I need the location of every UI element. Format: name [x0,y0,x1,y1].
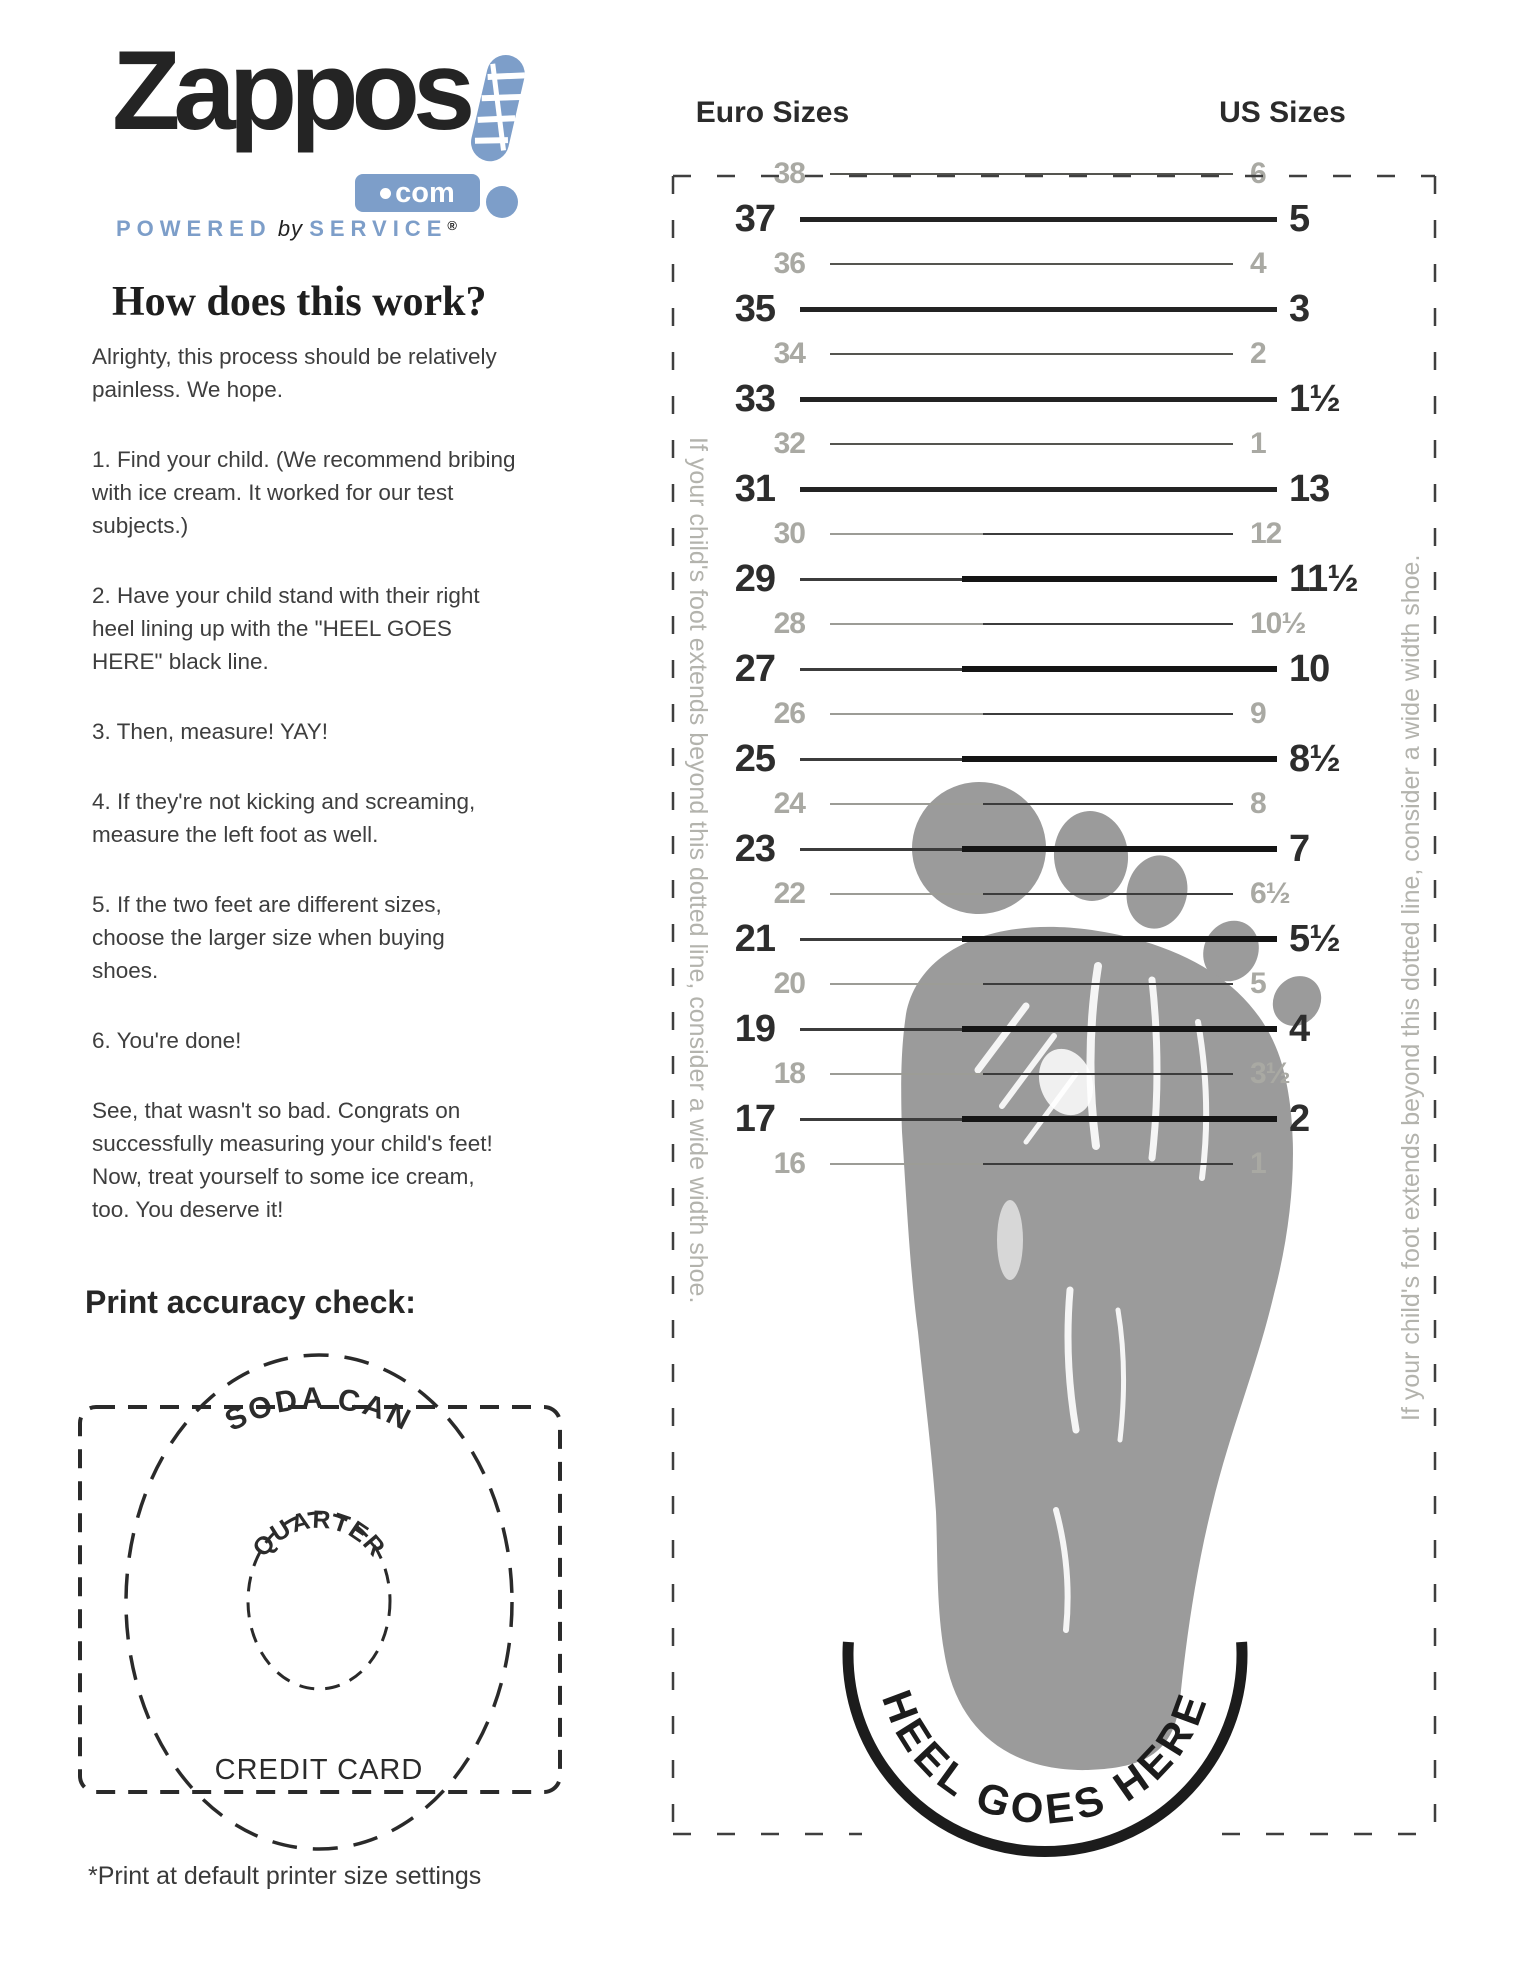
size-line [800,1026,1277,1032]
us-size-label: 10½ [1250,607,1306,640]
size-row [558,917,1448,961]
wide-width-note-left: If your child's foot extends beyond this dotted line, consider a wide width shoe. [684,437,712,1304]
euro-size-label: 25 [734,737,775,780]
intro-paragraph: Alrighty, this process should be relatively painless. We hope. [92,344,497,402]
euro-size-label: 16 [773,1147,805,1180]
step-5: 5. If the two feet are different sizes, choose the larger size when buying shoes. [92,892,445,983]
registered-mark: ® [447,218,457,233]
size-line [830,353,1233,356]
heel-goes-here-label: HEEL GOES HERE [873,1683,1217,1833]
size-line [800,487,1277,492]
size-row [558,827,1448,871]
size-line [800,576,1277,582]
euro-size-label: 21 [734,917,775,960]
size-row [558,152,1448,196]
size-line [800,307,1277,312]
size-line [800,217,1277,222]
euro-size-label: 38 [773,157,805,190]
us-size-label: 2 [1250,337,1266,370]
euro-size-label: 34 [773,337,805,370]
step-1: 1. Find your child. (We recommend bribing with ice cream. It worked for our test subjects.) [92,447,516,538]
euro-size-label: 36 [773,247,805,280]
soda-can-label: SODA CAN [219,1381,418,1438]
print-accuracy-heading: Print accuracy check: [85,1284,416,1320]
printer-settings-footnote: *Print at default printer size settings [88,1862,482,1890]
step-3: 3. Then, measure! YAY! [92,719,328,744]
us-size-label: 8 [1250,787,1266,820]
size-row [558,512,1448,556]
us-size-label: 3 [1289,287,1310,330]
size-line [830,263,1233,266]
us-size-label: 3½ [1250,1057,1290,1090]
size-row [558,872,1448,916]
tagline-powered: POWERED [116,216,272,241]
euro-size-label: 29 [734,557,775,600]
size-line [830,623,1233,626]
size-row [558,422,1448,466]
us-size-label: 8½ [1289,737,1340,780]
us-size-label: 1 [1250,427,1266,460]
size-row [558,647,1448,691]
size-row [558,962,1448,1006]
dot-com-badge [355,174,480,212]
closing-paragraph: See, that wasn't so bad. Congrats on successfully measuring your child's feet! Now, treat yourself to some ice cream, too. You deserve it! [92,1098,493,1222]
svg-text:SODA CAN [220,1382,418,1438]
svg-text:QUARTER [247,1506,391,1563]
euro-size-label: 18 [773,1057,805,1090]
step-6: 6. You're done! [92,1028,242,1053]
size-row [558,692,1448,736]
us-size-label: 11½ [1289,557,1358,600]
size-line [800,1116,1277,1122]
size-row [558,737,1448,781]
size-row [558,1007,1448,1051]
us-sizes-header: US Sizes [1219,96,1346,129]
us-size-label: 12 [1250,517,1282,550]
size-row [558,602,1448,646]
euro-size-label: 20 [773,967,805,1000]
euro-size-label: 19 [734,1007,775,1050]
size-row [558,467,1448,511]
size-line [800,756,1277,762]
euro-size-label: 22 [773,877,805,910]
size-line [800,846,1277,852]
us-size-label: 5 [1289,197,1310,240]
size-line [800,397,1277,402]
euro-sizes-header: Euro Sizes [695,96,850,129]
euro-size-label: 31 [734,467,775,510]
size-line [830,533,1233,536]
us-size-label: 5½ [1289,917,1340,960]
tagline-by: by [277,216,304,241]
us-size-label: 1½ [1289,377,1340,420]
size-row [558,242,1448,286]
size-row [558,1052,1448,1096]
euro-size-label: 27 [734,647,775,690]
us-size-label: 5 [1250,967,1266,1000]
size-row [558,332,1448,376]
euro-size-label: 35 [734,287,775,330]
us-size-label: 9 [1250,697,1266,730]
us-size-label: 1 [1250,1147,1266,1180]
credit-card-outline [80,1407,560,1792]
size-line [830,443,1233,446]
us-size-label: 7 [1289,827,1310,870]
us-size-label: 2 [1289,1097,1310,1140]
credit-card-label: CREDIT CARD [214,1754,424,1786]
euro-size-label: 24 [773,787,805,820]
euro-size-label: 26 [773,697,805,730]
size-line [830,173,1233,176]
step-2: 2. Have your child stand with their right heel lining up with the "HEEL GOES HERE" black line. [92,583,480,674]
euro-size-label: 32 [773,427,805,460]
size-line [830,1163,1233,1166]
size-line [830,1073,1233,1076]
quarter-label: QUARTER [247,1505,391,1563]
logo-wordmark: Zappos [112,28,469,153]
us-size-label: 10 [1289,647,1330,690]
size-line [830,983,1233,986]
size-row [558,287,1448,331]
logo-tagline [116,216,546,242]
size-row [558,1142,1448,1186]
size-row [558,782,1448,826]
size-line [800,666,1277,672]
euro-size-label: 17 [734,1097,775,1140]
us-size-label: 6 [1250,157,1266,190]
euro-size-label: 28 [773,607,805,640]
us-size-label: 13 [1289,467,1330,510]
us-size-label: 4 [1289,1007,1310,1050]
euro-size-label: 37 [734,197,775,240]
instructions-text [92,340,516,1263]
quarter-outline [248,1513,390,1689]
step-4: 4. If they're not kicking and screaming, measure the left foot as well. [92,789,476,847]
size-row [558,197,1448,241]
soda-can-outline [126,1355,512,1849]
euro-size-label: 33 [734,377,775,420]
size-row [558,557,1448,601]
size-row [558,1097,1448,1141]
size-line [830,803,1233,806]
size-line [830,893,1233,896]
euro-size-label: 30 [773,517,805,550]
euro-size-label: 23 [734,827,775,870]
tagline-service: SERVICE [309,216,448,241]
com-label: com [395,176,455,209]
how-does-this-work-heading: How does this work? [112,279,487,326]
us-size-label: 6½ [1250,877,1290,910]
size-line [830,713,1233,716]
zappos-logo [112,28,542,244]
us-size-label: 4 [1250,247,1266,280]
size-row [558,377,1448,421]
wide-width-note-right: If your child's foot extends beyond this dotted line, consider a wide width shoe. [1397,554,1425,1421]
com-dot-icon [380,188,391,199]
size-line [800,936,1277,942]
